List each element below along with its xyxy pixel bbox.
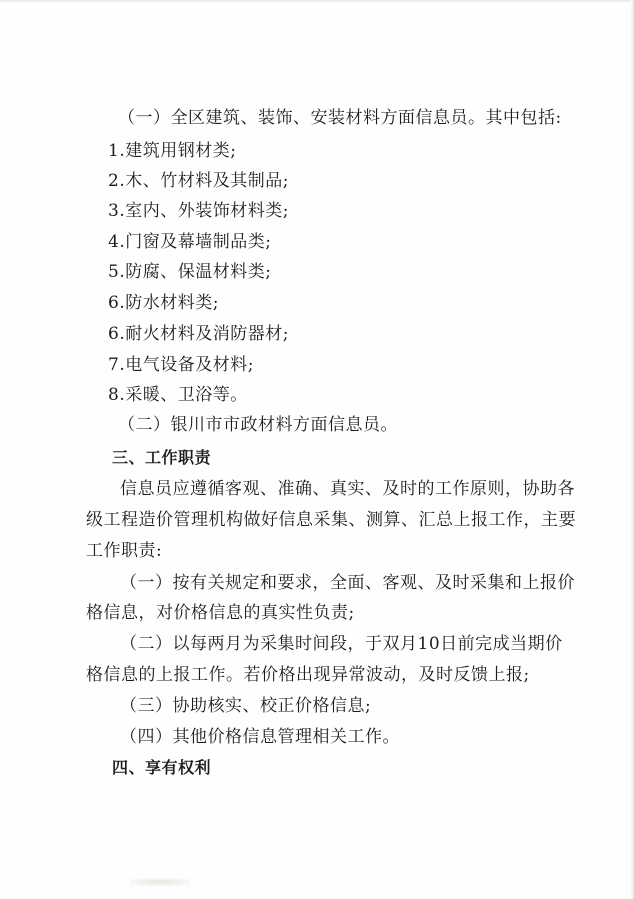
- list-item-category-2: （二）银川市市政材料方面信息员。: [118, 415, 398, 435]
- list-item: 4.门窗及幕墙制品类;: [108, 232, 272, 252]
- paragraph-line: 级工程造价管理机构做好信息采集、测算、汇总上报工作，主要: [86, 510, 576, 530]
- scan-top-edge: [0, 0, 634, 2]
- paragraph-line: 信息员应遵循客观、准确、真实、及时的工作原则，协助各: [120, 479, 575, 499]
- list-item: 6.耐火材料及消防器材;: [108, 324, 289, 344]
- list-item: 2.木、竹材料及其制品;: [108, 171, 289, 191]
- paragraph-line: 格信息，对价格信息的真实性负责;: [86, 603, 355, 623]
- list-item: 5.防腐、保温材料类;: [108, 262, 272, 282]
- paragraph-line: 格信息的上报工作。若价格出现异常波动，及时反馈上报;: [86, 665, 530, 685]
- scan-right-edge: [630, 0, 634, 899]
- section-heading-3: 三、工作职责: [112, 448, 212, 467]
- list-item: 7.电气设备及材料;: [108, 355, 254, 375]
- list-item: 6.防水材料类;: [108, 293, 219, 313]
- list-item: （三）协助核实、校正价格信息;: [120, 696, 372, 716]
- list-item: 1.建筑用钢材类;: [108, 141, 237, 161]
- list-item: 8.采暖、卫浴等。: [108, 385, 248, 405]
- paragraph-line: 工作职责:: [86, 541, 163, 561]
- list-item: （四）其他价格信息管理相关工作。: [120, 727, 400, 747]
- paragraph-line: （一）按有关规定和要求，全面、客观、及时采集和上报价: [120, 573, 575, 593]
- list-item-category-1: （一）全区建筑、装饰、安装材料方面信息员。其中包括:: [118, 108, 562, 128]
- list-item: 3.室内、外装饰材料类;: [108, 201, 289, 221]
- section-heading-4: 四、享有权利: [112, 758, 212, 777]
- scan-smudge: [130, 878, 190, 886]
- paragraph-line: （二）以每两月为采集时间段，于双月10日前完成当期价: [120, 634, 563, 654]
